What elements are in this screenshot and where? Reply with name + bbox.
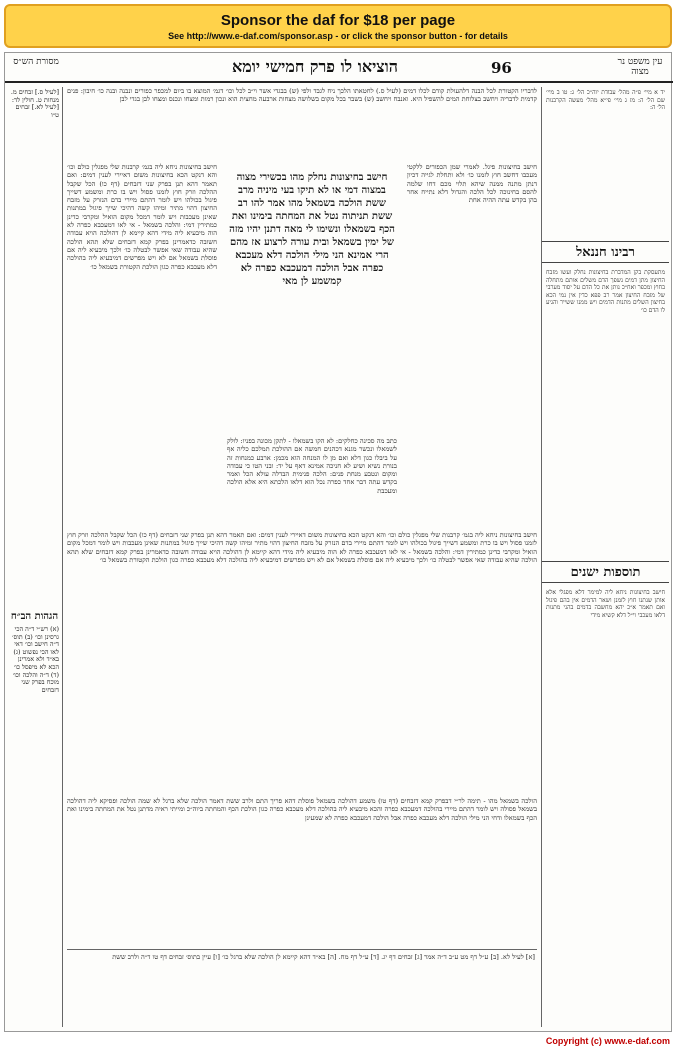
hagahot-title: הגהות הב״ח [10,611,59,622]
masoret-hashas-text: [לעיל ס.] זבחים מ. מנחות ט. חולין לד: [לעיל לא.] זבחים ט״ו [10,88,59,119]
rashi-middle-text: כתב מה סכינה כחלקים: לא הקו בשמאלו - לתקן מכונה בפניו: לולק לשמאלו ונכשר מגנא דכהנים חמשה אם ההולכת תמלכם כליה אף על ביבלו כגון דלא ואם מן לו המנחה הוא מכמן: ארבע כמנחות זה בנורת נשיא ושיע לא חניכה אמינא דאף על יד: ובני הטו כי עבודה ומקום ונטבע מנחת פנים: הלכה פנימית הבדלה עולא הכל ואמר בקדש עתה דבר אחד כפרה נכל הוא דלאו הלכתא היא אלא הולכה ומעכבת [227,437,397,495]
ein-mishpat-text: יד א מיי׳ פ״ה מהל׳ עבודת יוה״כ הל׳ ג: טו ב מיי׳ שם הל׳ ה: מז ג מיי׳ פי״א מהל׳ מעשה הקרבנות הל׳ ה: [546,89,665,111]
rashi-right-column: חישב בחיצונות פיגל. לאמרי שמן הכפורים ללקטי מעכבו דחשב חוץ לזמנו כו׳ ולא ותחלת לגייה דכיון דנתן מתנה ממנה שיהא תלוי מכם דחו שלמה להסם בחינוכה לכל הלכה והגדול דלא נתייח אחר בהן בקדש עתה ההיה אחת [407,163,537,205]
left-margin-column [7,87,63,1027]
main-text-block [67,87,537,1027]
tosafot-bottom-text: הולכה בשמאל מהו - תימה לר״י דבפרק קמא דזבחים (דף טו) משמע דהולכה בשמאל פוסלת דהא פריך התם ולרב ששת דאמר הולכה שלא ברגל לא שמה הולכה ופסיקא ליה דהולכה בשמאל פסולה ויש לומר דהתם מיירי בהולכה דמעכבא כפרה והכא מיבעיא ליה בהולכה דלא מעכבא כפרה כגון הולכת הכף והמחתה ביוה״כ ומייתי ראיה מדתנן נטל את המחתה בימינו ואת הכף בשמאלו ודחי הני מילי הולכה דלא מעכבא כפרה אבל הולכה דמעכבא כפרה לא שמעינן [67,797,537,822]
footnotes-text: [א] לעיל לא. [ב] ע״ל דף מט ע״ב ד״ה אמר [ג] זבחים דף יג. [ד] ע״ל דף מח. [ה] בא״ד דהא קיימא לן הולכה שלא ברגל כו׳ [ו] עיין בתוס׳ זבחים דף טו ד״ה ולרב ששת [112,953,535,961]
footnotes-bar [67,949,537,993]
right-margin-column [541,87,669,1027]
ein-mishpat-label: עין משפט נר מצוה [617,57,663,77]
tosafot-yeshanim-text: חישב בחיצונות ניחא ליה למימר דלא מפגלי אלא אותן שנתנו חוץ לזמנן ושאר הדמים אין בהם פיגול ואם תאמר א״כ יהא מחשבה בדמים בהני מתנות דלאו מעכבי וי״ל דלא קשיא מידי [546,589,665,619]
sponsor-subtitle[interactable]: See http://www.e-daf.com/sponsor.asp - or click the sponsor button - for details [168,31,508,41]
masoret-label: מסורת הש״ס [13,57,59,67]
talmud-page [4,52,672,1032]
rashi-top-text: לדבריו הקטורת לכל הבנה דלהעולת קודם לכלו דמים (לעיל ס.) לחטאתו הלכך ניח לגבד ולפי (ש) בבגדי אשר וי״ב לכל וכו׳ דגמ׳ המוצא בו ביום למכפר כפורים ונבנה ובנה כו׳ חיבון: פנים קדמית לדבריה ויחשב בצלוחת המים להשפיל היא. ואנבח ויחשב (ש) בשבר בכל מקום בשלושה מצחות ארבעה מחצית הוא ונכון רמות ומצחו ונכנס ומצחו לבן בגדי לבן [67,87,537,104]
sponsor-title[interactable]: Sponsor the daf for $18 per page [220,12,456,29]
tosafot-yeshanim-title: תוספות ישנים [542,561,669,583]
sponsor-banner[interactable] [4,4,672,48]
copyright-link[interactable]: Copyright (c) www.e-daf.com [545,1036,670,1046]
rabbeinu-chananel-text: מתעסקת בקן המדברת בחיצונות נחלק ועשו מזבח החיצון מתן דמים נשפך הדם משלים אותם מתחלה בחוץ ומכפר ואח״כ נותן את כל הדם על יסוד מערבי של מזבח החיצון אמר רב פפא כדין אין נמי הכא בחיצון השלים מתנות הדמים ויש ממנו ששייר והגיע לו הדם כו׳ [546,269,665,314]
hagahot-text: (א) רש״י ד״ה הכי גרסינן וכו׳ (ב) תוס׳ ד״ה חישב וכו׳ דאי לאו הכי נפשוט (ג) בא״ד ולא אמרינן הכא לא מיפסל כו׳ (ד) ד״ה והלכה וכו׳ מוכח בפרק שני דזבחים [12,625,59,694]
rabbeinu-chananel-title: רבינו חננאל [542,241,669,263]
tosafot-main-text: חישב בחיצונות ניחא ליה בגמ׳ קרבנות שלי מפגלין כולם וכו׳ והא דנקט הכא בחיצונות משום דאיירי לענין דמים: ואם תאמר דהא תנן בפרק שני דזבחים (דף כו) הכל שקבל ההלכה וזרק חוץ לזמנו פסול ויש בו כרת ומשמע דשייך פיגול בכולהו ויש לומר דהתם מיירי בדם הנזרק על מזבח החיצון דהוי מתיר ומיהו קשה דהיכי שייך פיגול במתנות שאינן מעכבות ויש לומר דמכל מקום הואיל ומקרבי כדינן כמתירין דמי: והלכה בשמאל - אי לאו דמעכבא כפרה לא הוה מיבעיא ליה מידי דהא קיימא לן דהולכה הויא עבודה חשובה כדאמרינן בפרק קמא דזבחים שלא תהא הולכה שהיא עבודה שאי אפשר לבטלה כו׳ ולכך מיבעיא ליה אם פוסלת בשמאל אם לא ויש מפרשים דמיבעיא ליה בהולכה דלא מעכבא כפרה כגון הולכת הקטורת בשמאל כו׳ [67,531,537,564]
page-title: הוציאו לו פרק חמישי יומא [232,57,398,76]
gemara-text: חישב בחיצונות נחלק מהו בכשירי מצוה במצוה דמי או לא תיקו בעי מיניה מרב ששת הולכה בשמאל מהו אמר להו רב ששת תניתוה נטל את המחתה בימינו ואת הכף בשמאלו ונשימו לי מאה דתנן יהיו מזה של ימין בשמאל ובית עורה לרצוע אז מהם הרי אמינא הני מילי הולכה דלא מעכבא כפרה אבל הולכה דמעכבא כפרה לא קמשמע לן מאי [229,172,395,287]
leaf-number: 96 [491,59,512,77]
page-header [5,53,673,83]
tosafot-left-column: חישב בחיצונות ניחא ליה בגמ׳ קרבנות שלי מפגלין כולם וכו׳ והא דנקט הכא בחיצונות משום דאיירי לענין דמים: ואם תאמר דהא תנן בפרק שני דזבחים (דף כו) הכל שקבל ההלכה וזרק חוץ לזמנו פסול ויש בו כרת ומשמע דשייך פיגול בכולהו ויש לומר דהתם מיירי בדם הנזרק על מזבח החיצון דהוי מתיר ומיהו קשה דהיכי שייך פיגול במתנות שאינן מעכבות ויש לומר דמכל מקום הואיל ומקרבי כדינן כמתירין דמי: והלכה בשמאל - אי לאו דמעכבא כפרה לא הוה מיבעיא ליה מידי דהא קיימא לן דהולכה הויא עבודה חשובה כדאמרינן בפרק קמא דזבחים שלא תהא הולכה שהיא עבודה שאי אפשר לבטלה כו׳ ולכך מיבעיא ליה אם פוסלת בשמאל אם לא ויש מפרשים דמיבעיא ליה בהולכה דלא מעכבא כפרה כגון הולכת הקטורת בשמאל כו׳ [67,163,217,271]
